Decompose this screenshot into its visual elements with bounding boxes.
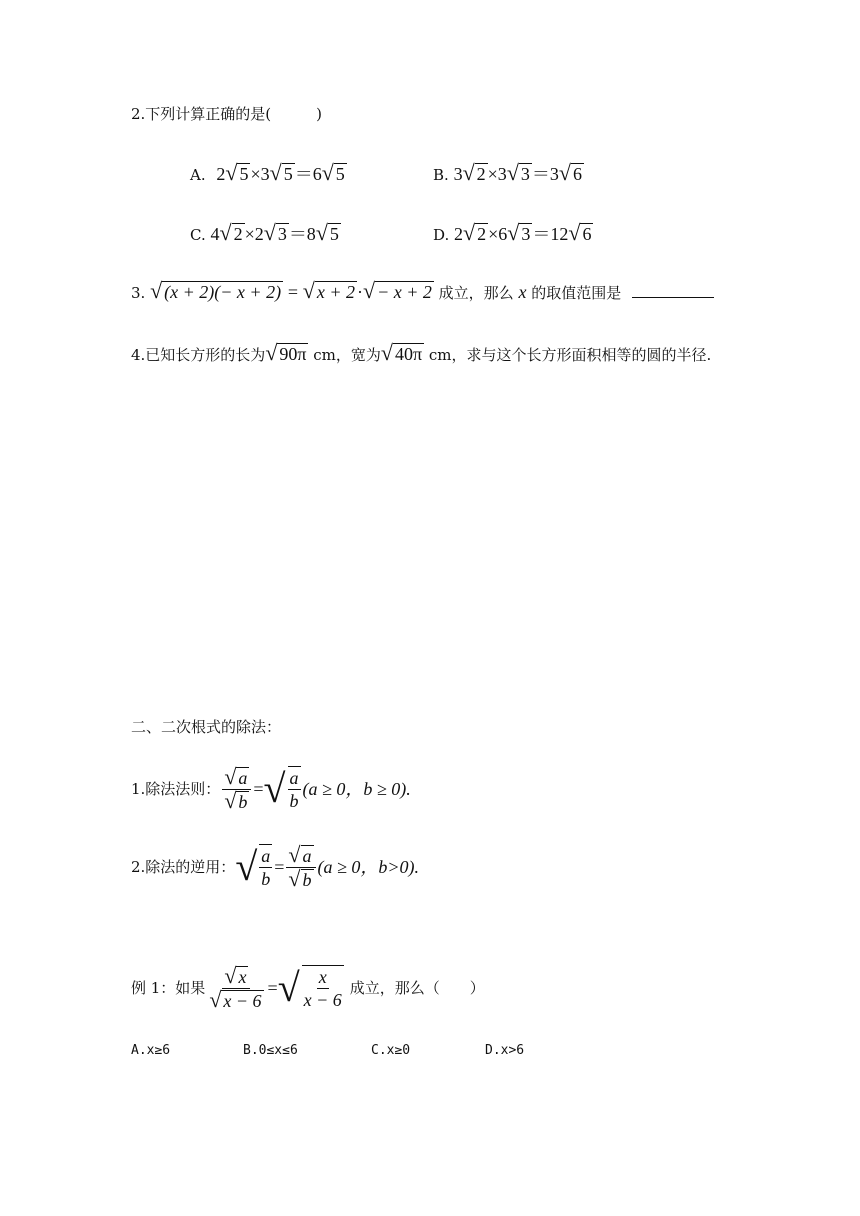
q3-equals: = (287, 282, 299, 302)
example1-line: 例 1：如果 √ x √ x − 6 = √ $\frac{x}{x - 6}$ 成立，那么（ ） (131, 962, 485, 1012)
sqrt-sign: √ 6 (568, 220, 592, 245)
q3-tail: 成立，那么 (438, 284, 514, 302)
rule1-line: 1.除法法则： √ a √ b = √ $\frac{a}{b}$ (a ≥ 0，b ≥ 0). (131, 763, 411, 813)
q2-c-result: ＝8 (288, 224, 316, 244)
q2-d-coef2: ×6 (488, 224, 508, 244)
sqrt-sign: √ 5 (315, 220, 339, 245)
q3-answer-blank[interactable] (632, 283, 714, 298)
q3-tail2: 的取值范围是 (531, 284, 622, 302)
q2-option-d (433, 220, 593, 246)
sqrt-sign: √ 3 (507, 220, 531, 245)
rule2-condition: (a ≥ 0，b>0). (317, 857, 420, 877)
q2-d-result: ＝12 (532, 224, 569, 244)
q2-stem: 2.下列计算正确的是( ) (131, 105, 323, 123)
q2-option-c-label: C. (190, 226, 206, 244)
sqrt-sign: √ 5 (321, 160, 345, 185)
example1-tail: 成立，那么（ ） (349, 979, 485, 997)
q2-c-coef1: 4 (210, 224, 220, 244)
q3-dot: · (357, 282, 364, 302)
q4-width: 40π (394, 344, 423, 364)
q3-number: 3. (131, 284, 146, 302)
q2-b-coef2: ×3 (487, 164, 507, 184)
rule2-lhs-sqrt: √ $\frac{a}{b}$ (235, 844, 271, 889)
sqrt-sign: √ 2 (463, 220, 487, 245)
q3-r2: − x + 2 (377, 282, 432, 302)
sqrt-sign: √ x + 2 (302, 278, 356, 303)
q3-line (131, 280, 714, 303)
example1-option-a: A.x≥6 (131, 1043, 171, 1058)
q3-var: x (518, 282, 527, 302)
q2-c-coef2: ×2 (244, 224, 264, 244)
example1-option-d: D.x>6 (485, 1043, 525, 1058)
sqrt-sign: √ 90π (265, 340, 307, 365)
rule1-rhs-sqrt: √ $\frac{a}{b}$ (263, 766, 299, 811)
rule1-lhs-fraction: √ a √ b (222, 766, 251, 813)
q2-option-c (190, 220, 341, 246)
q4-line (131, 342, 711, 365)
sqrt-sign: √ − x + 2 (363, 278, 432, 303)
q2-b-coef1: 3 (453, 164, 463, 184)
sqrt-sign: √ 2 (219, 220, 243, 245)
q2-option-a (190, 160, 347, 186)
sqrt-sign: √ 5 (269, 160, 293, 185)
q4-unit1: cm，宽为 (313, 346, 381, 364)
sqrt-sign: √ 5 (225, 160, 249, 185)
example1-label: 例 1：如果 (131, 979, 206, 997)
sqrt-sign: √ 3 (506, 160, 530, 185)
example1-option-c: C.x≥0 (371, 1043, 411, 1058)
q2-a-coef1: 2 (216, 164, 226, 184)
q2-option-b (433, 160, 584, 186)
q4-pre: 4.已知长方形的长为 (131, 346, 266, 364)
rule1-label: 1.除法法则： (131, 780, 221, 798)
example1-rhs-sqrt: √ $\frac{x}{x - 6}$ (277, 965, 342, 1010)
example1-option-b: B.0≤x≤6 (243, 1043, 298, 1058)
q2-option-b-label: B. (433, 166, 449, 184)
q2-option-d-label: D. (433, 226, 450, 244)
q3-lhs: (x + 2)(− x + 2) (164, 282, 282, 302)
q2-b-result: ＝3 (531, 164, 559, 184)
sqrt-sign: √ 2 (462, 160, 486, 185)
q2-option-a-label: A. (190, 166, 206, 184)
rule2-label: 2.除法的逆用： (131, 858, 236, 876)
q2-a-coef2: ×3 (250, 164, 270, 184)
sqrt-sign: √ (x + 2)(− x + 2) (150, 278, 282, 303)
rule2-rhs-fraction: √ a √ b (286, 844, 315, 891)
rule2-line: 2.除法的逆用： √ $\frac{a}{b}$ = √ a √ b (a ≥ 0，b>0). (131, 841, 420, 891)
q4-length: 90π (279, 344, 307, 364)
sqrt-sign: √ 40π (380, 340, 423, 365)
sqrt-sign: √ 6 (558, 160, 582, 185)
rule1-condition: (a ≥ 0，b ≥ 0). (302, 779, 411, 799)
example1-lhs-fraction: √ x √ x − 6 (209, 962, 262, 1012)
q4-unit2: cm，求与这个长方形面积相等的圆的半径. (428, 346, 712, 364)
section2-title: 二、二次根式的除法： (131, 718, 282, 736)
q3-r1: x + 2 (316, 282, 356, 302)
q2-d-coef1: 2 (454, 224, 464, 244)
sqrt-sign: √ 3 (263, 220, 287, 245)
q2-a-result: ＝6 (294, 164, 322, 184)
